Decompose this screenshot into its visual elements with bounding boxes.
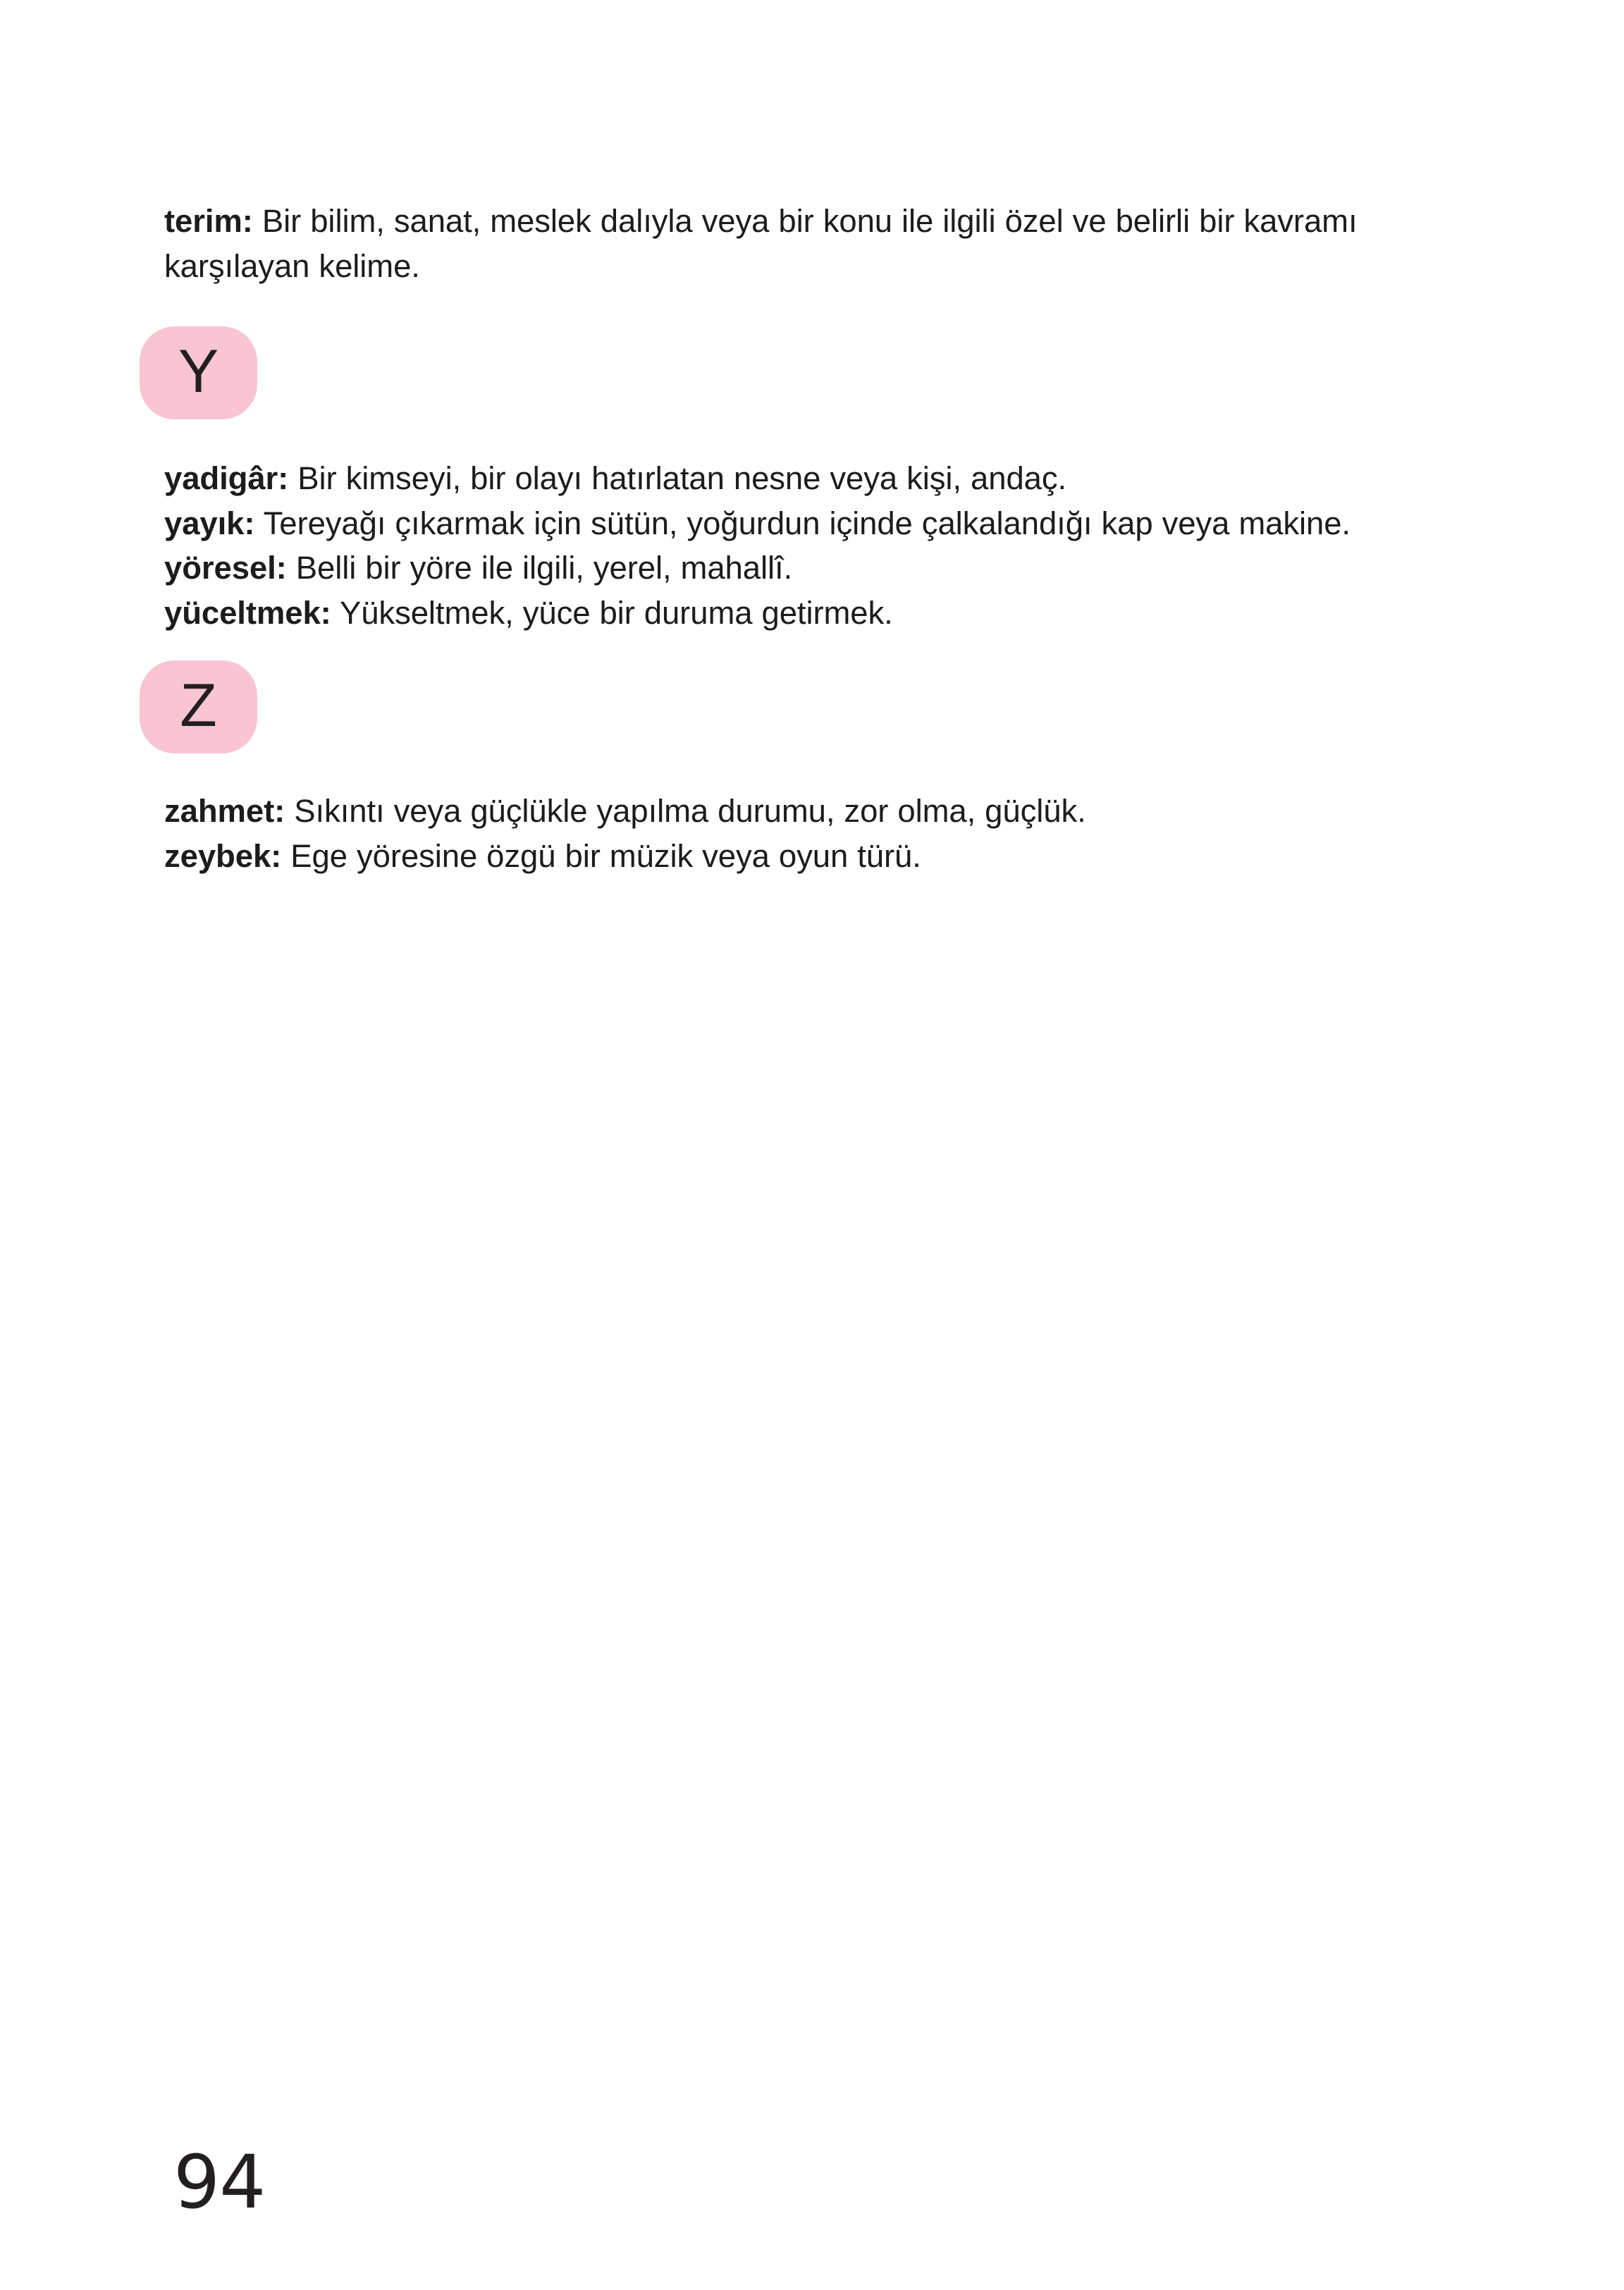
letter-section-header-y [164, 326, 1465, 419]
dictionary-entry [164, 834, 1465, 879]
spacer [164, 419, 1465, 456]
spacer [164, 753, 1465, 789]
page-content-column [164, 199, 1465, 878]
entry-term: zahmet: [164, 793, 285, 829]
entry-definition: Tereyağı çıkarmak için sütün, yoğurdun içinde çalkalandığı kap veya makine. [263, 505, 1351, 541]
entry-term: zeybek: [164, 837, 282, 874]
entry-definition: Yükseltmek, yüce bir duruma getirmek. [339, 594, 893, 631]
letter-badge-z [140, 660, 257, 753]
dictionary-entry [164, 591, 1465, 636]
dictionary-entry [164, 501, 1465, 546]
entry-definition: Bir bilim, sanat, meslek dalıyla veya bir konu ile ilgili özel ve belirli bir kavramı karşılayan kelime. [164, 203, 1358, 284]
entry-term: yadigâr: [164, 460, 289, 496]
page-number: 94 [173, 2139, 266, 2225]
entry-definition: Belli bir yöre ile ilgili, yerel, mahallî. [295, 550, 793, 586]
entry-definition: Bir kimseyi, bir olayı hatırlatan nesne veya kişi, andaç. [297, 460, 1067, 496]
dictionary-entry [164, 546, 1465, 591]
spacer [164, 288, 1465, 326]
entry-term: yüceltmek: [164, 594, 331, 631]
dictionary-entry [164, 456, 1465, 501]
letter-badge-y [140, 326, 257, 419]
spacer [164, 635, 1465, 660]
dictionary-entry [164, 789, 1465, 834]
entry-definition: Sıkıntı veya güçlükle yapılma durumu, zor olma, güçlük. [294, 793, 1086, 829]
letter-section-header-z [164, 660, 1465, 753]
entry-term: yöresel: [164, 550, 287, 586]
entry-term: terim: [164, 203, 253, 239]
entry-list-y [164, 456, 1465, 635]
leading-entry-block [164, 199, 1465, 288]
entry-definition: Ege yöresine özgü bir müzik veya oyun türü. [290, 837, 921, 874]
letter-badge-glyph: Y [178, 338, 219, 405]
entry-term: yayık: [164, 505, 255, 541]
letter-badge-glyph: Z [180, 672, 217, 739]
dictionary-entry [164, 199, 1465, 288]
entry-list-z [164, 789, 1465, 878]
